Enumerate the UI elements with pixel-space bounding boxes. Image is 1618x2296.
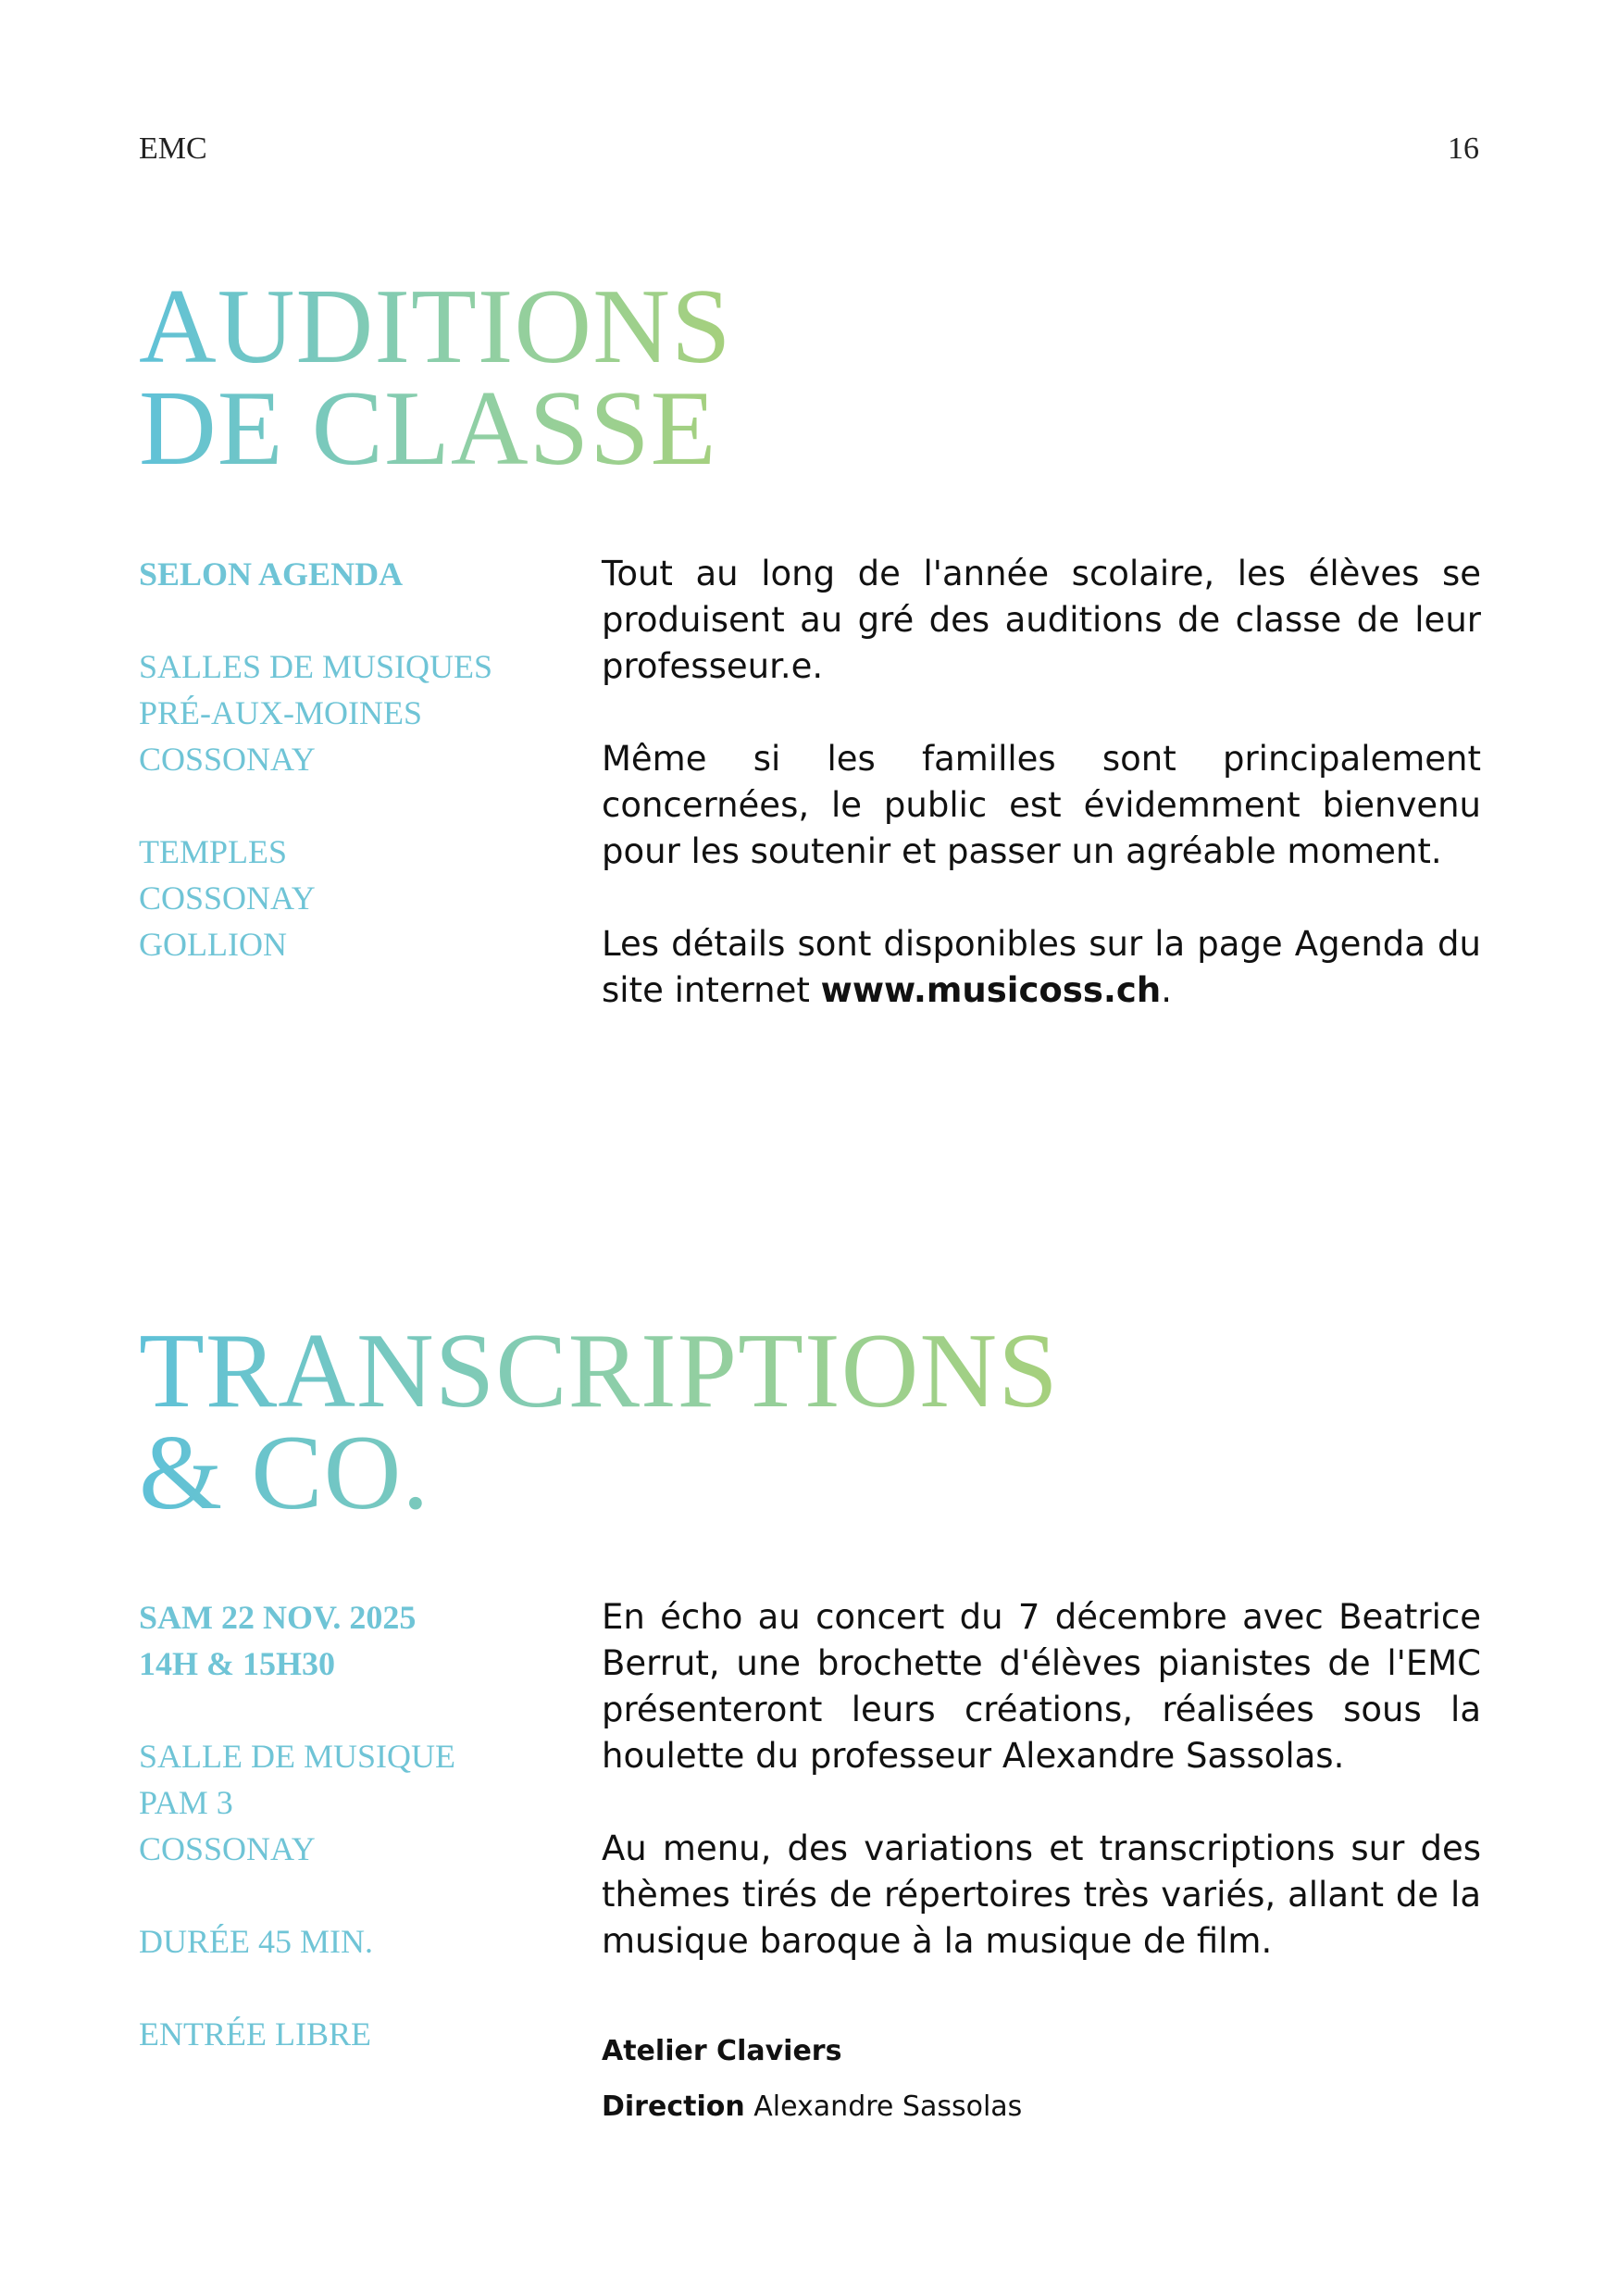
description-auditions	[602, 551, 1481, 1060]
section-title-auditions	[139, 268, 732, 488]
venue-line: COSSONAY	[139, 1830, 316, 1867]
header-emc: EMC	[139, 131, 207, 166]
venue-line: PAM 3	[139, 1784, 233, 1821]
venue-line: COSSONAY	[139, 741, 316, 778]
credit-direction: Direction Alexandre Sassolas	[602, 2090, 1023, 2123]
venue-line: PRÉ-AUX-MOINES	[139, 694, 422, 731]
paragraph: Les détails sont disponibles sur la page Agenda du site internet www.musicoss.ch.	[602, 924, 1481, 1010]
paragraph: Même si les familles sont principalement concernées, le public est évidemment bienvenu pour les soutenir et passer un agréable moment.	[602, 739, 1481, 871]
section-title-transcriptions	[139, 1312, 1059, 1532]
event-when: SELON AGENDA	[139, 555, 404, 593]
title-line: & CO.	[139, 1414, 430, 1532]
venue-line: COSSONAY	[139, 880, 316, 917]
title-line: DE CLASSE	[139, 369, 717, 488]
paragraph: Tout au long de l'année scolaire, les élèves se produisent au gré des auditions de classe de leur professeur.e.	[602, 554, 1481, 686]
event-date: SAM 22 NOV. 2025	[139, 1599, 417, 1636]
event-entry: ENTRÉE LIBRE	[139, 2015, 371, 2053]
title-line: AUDITIONS	[139, 268, 732, 386]
description-transcriptions	[602, 1594, 1481, 2011]
paragraph: Au menu, des variations et transcriptions sur des thèmes tirés de répertoires très variés, allant de la musique baroque à la musique de film.	[602, 1828, 1481, 1961]
event-info-transcriptions	[139, 1594, 565, 2057]
venue-line: SALLES DE MUSIQUES	[139, 648, 493, 685]
event-time: 14H & 15H30	[139, 1645, 335, 1682]
event-duration: DURÉE 45 MIN.	[139, 1923, 373, 1960]
credit-ensemble: Atelier Claviers	[602, 2035, 842, 2067]
title-line: TRANSCRIPTIONS	[139, 1312, 1059, 1430]
page-number: 16	[1448, 131, 1479, 166]
paragraph: En écho au concert du 7 décembre avec Beatrice Berrut, une brochette d'élèves pianistes de l'EMC présenteront leurs créations, réalisées sous la houlette du professeur Alexandre Sassolas.	[602, 1597, 1481, 1776]
venue-line: TEMPLES	[139, 833, 288, 870]
venue-line: SALLE DE MUSIQUE	[139, 1738, 455, 1775]
website-link[interactable]: www.musicoss.ch	[820, 970, 1162, 1010]
event-info-auditions	[139, 551, 565, 967]
venue-line: GOLLION	[139, 926, 287, 963]
